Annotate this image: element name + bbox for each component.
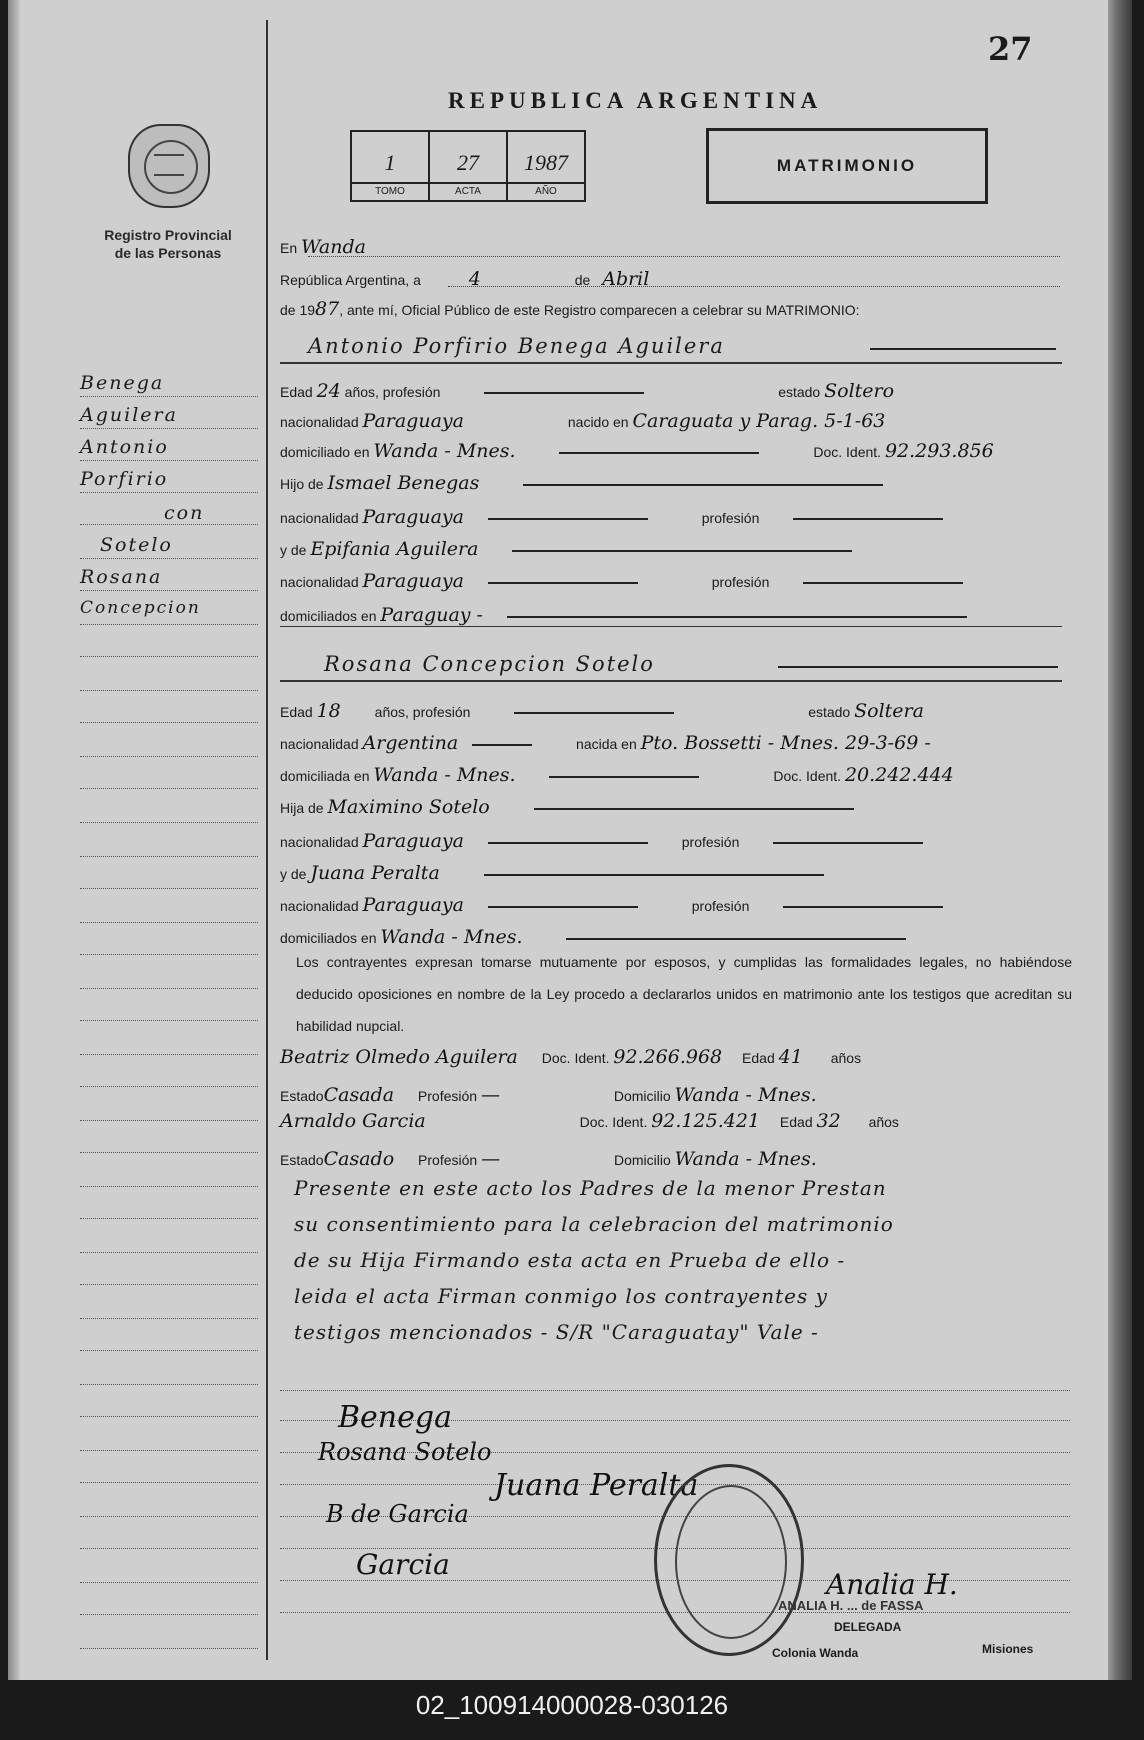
- bride-parents-address-row: domiciliados en Wanda - Mnes.: [280, 926, 906, 948]
- margin-entry: con: [164, 502, 205, 524]
- bride-nationality-row: nacionalidad Argentina nacida en Pto. Bossetti - Mnes. 29-3-69 -: [280, 732, 931, 754]
- witness-1-row: Beatriz Olmedo Aguilera Doc. Ident. 92.266.968 Edad 41 años: [280, 1046, 862, 1068]
- record-type-box: MATRIMONIO: [706, 128, 988, 204]
- colonia-label: Colonia Wanda: [772, 1646, 859, 1660]
- bride-mother-row: y de Juana Peralta: [280, 862, 824, 884]
- margin-entry: Concepcion: [80, 598, 201, 618]
- observation-line: leida el acta Firman conmigo los contrayentes y: [294, 1284, 828, 1308]
- province-label: Misiones: [982, 1642, 1034, 1656]
- page-number: 27: [988, 30, 1033, 68]
- margin-entry: Rosana: [80, 566, 163, 588]
- groom-address-row: domiciliado en Wanda - Mnes. Doc. Ident. 92.293.856: [280, 440, 994, 462]
- file-id-label: 02_100914000028-030126: [415, 1690, 729, 1720]
- bride-mother-nat-row: nacionalidad Paraguaya profesión: [280, 894, 943, 916]
- witness-2-status-row: EstadoCasado Profesión — Domicilio Wanda - Mnes.: [280, 1148, 817, 1170]
- margin-entry: Antonio: [80, 436, 169, 458]
- anio-cell: 1987 AÑO: [508, 132, 584, 200]
- intro-place-row: En Wanda: [280, 236, 366, 258]
- observation-line: de su Hija Firmando esta acta en Prueba de ello -: [294, 1248, 846, 1272]
- certificate-page: [8, 0, 1112, 1680]
- margin-divider: [266, 20, 268, 1660]
- signature-witness-1: B de Garcia: [326, 1500, 469, 1528]
- groom-mother-nat-row: nacionalidad Paraguaya profesión: [280, 570, 963, 592]
- groom-mother-row: y de Epifania Aguilera: [280, 538, 852, 560]
- intro-date-row: República Argentina, a 4 de Abril: [280, 268, 650, 290]
- bride-father-nat-row: nacionalidad Paraguaya profesión: [280, 830, 923, 852]
- bride-address-row: domiciliada en Wanda - Mnes. Doc. Ident. 20.242.444: [280, 764, 954, 786]
- official-stamp-icon: [654, 1464, 804, 1656]
- margin-entry: Sotelo: [100, 534, 173, 556]
- signature-official: Analia H.: [826, 1568, 958, 1601]
- separator: [280, 680, 1062, 682]
- country-title: REPUBLICA ARGENTINA: [448, 88, 823, 113]
- bride-age-row: Edad 18 años, profesión estado Soltera: [280, 700, 924, 722]
- witness-2-row: Arnaldo Garcia Doc. Ident. 92.125.421 Edad 32 años: [280, 1110, 899, 1132]
- registry-name: Registro Provincial de las Personas: [104, 227, 232, 261]
- observation-line: su consentimiento para la celebracion del matrimonio: [294, 1212, 894, 1236]
- separator: [280, 362, 1062, 364]
- margin-entry: Benega: [80, 372, 165, 394]
- acta-cell: 27 ACTA: [430, 132, 508, 200]
- signature-witness-2: Garcia: [356, 1548, 450, 1581]
- page-binding: [8, 0, 20, 1680]
- signature-bride: Rosana Sotelo: [318, 1438, 492, 1466]
- observation-line: testigos mencionados - S/R "Caraguatay" Vale -: [294, 1320, 819, 1344]
- groom-age-row: Edad 24 años, profesión estado Soltero: [280, 380, 895, 402]
- groom-name: Antonio Porfirio Benega Aguilera: [308, 334, 725, 358]
- provincial-seal-icon: [128, 124, 210, 208]
- signature-mother: Juana Peralta: [494, 1468, 699, 1503]
- groom-father-nat-row: nacionalidad Paraguaya profesión: [280, 506, 943, 528]
- margin-entry: Porfirio: [80, 468, 169, 490]
- groom-nationality-row: nacionalidad Paraguaya nacido en Caraguata y Parag. 5-1-63: [280, 410, 886, 432]
- legal-paragraph: Los contrayentes expresan tomarse mutuamente por esposos, y cumplidas las formalidades legales, no habiéndose deducido oposiciones en nombre de la Ley procedo a declararlos unidos en matrimonio ante los testigos que acreditan su habilidad nupcial.: [296, 954, 1072, 1034]
- observation-line: Presente en este acto los Padres de la menor Prestan: [294, 1176, 887, 1200]
- margin-entry: Aguilera: [80, 404, 178, 426]
- reference-table: [350, 130, 586, 202]
- official-name: ANALIA H. ... de FASSA: [778, 1598, 924, 1613]
- bride-father-row: Hija de Maximino Sotelo: [280, 796, 854, 818]
- groom-father-row: Hijo de Ismael Benegas: [280, 472, 883, 494]
- bride-name: Rosana Concepcion Sotelo: [324, 652, 655, 676]
- groom-parents-address-row: domiciliados en Paraguay -: [280, 604, 967, 626]
- intro-year-row: de 1987, ante mí, Oficial Público de este Registro comparecen a celebrar su MATRIMONIO:: [280, 298, 860, 320]
- official-role: DELEGADA: [834, 1620, 902, 1634]
- signature-groom: Benega: [338, 1400, 452, 1435]
- tomo-cell: 1 TOMO: [352, 132, 430, 200]
- witness-1-status-row: EstadoCasada Profesión — Domicilio Wanda - Mnes.: [280, 1084, 817, 1106]
